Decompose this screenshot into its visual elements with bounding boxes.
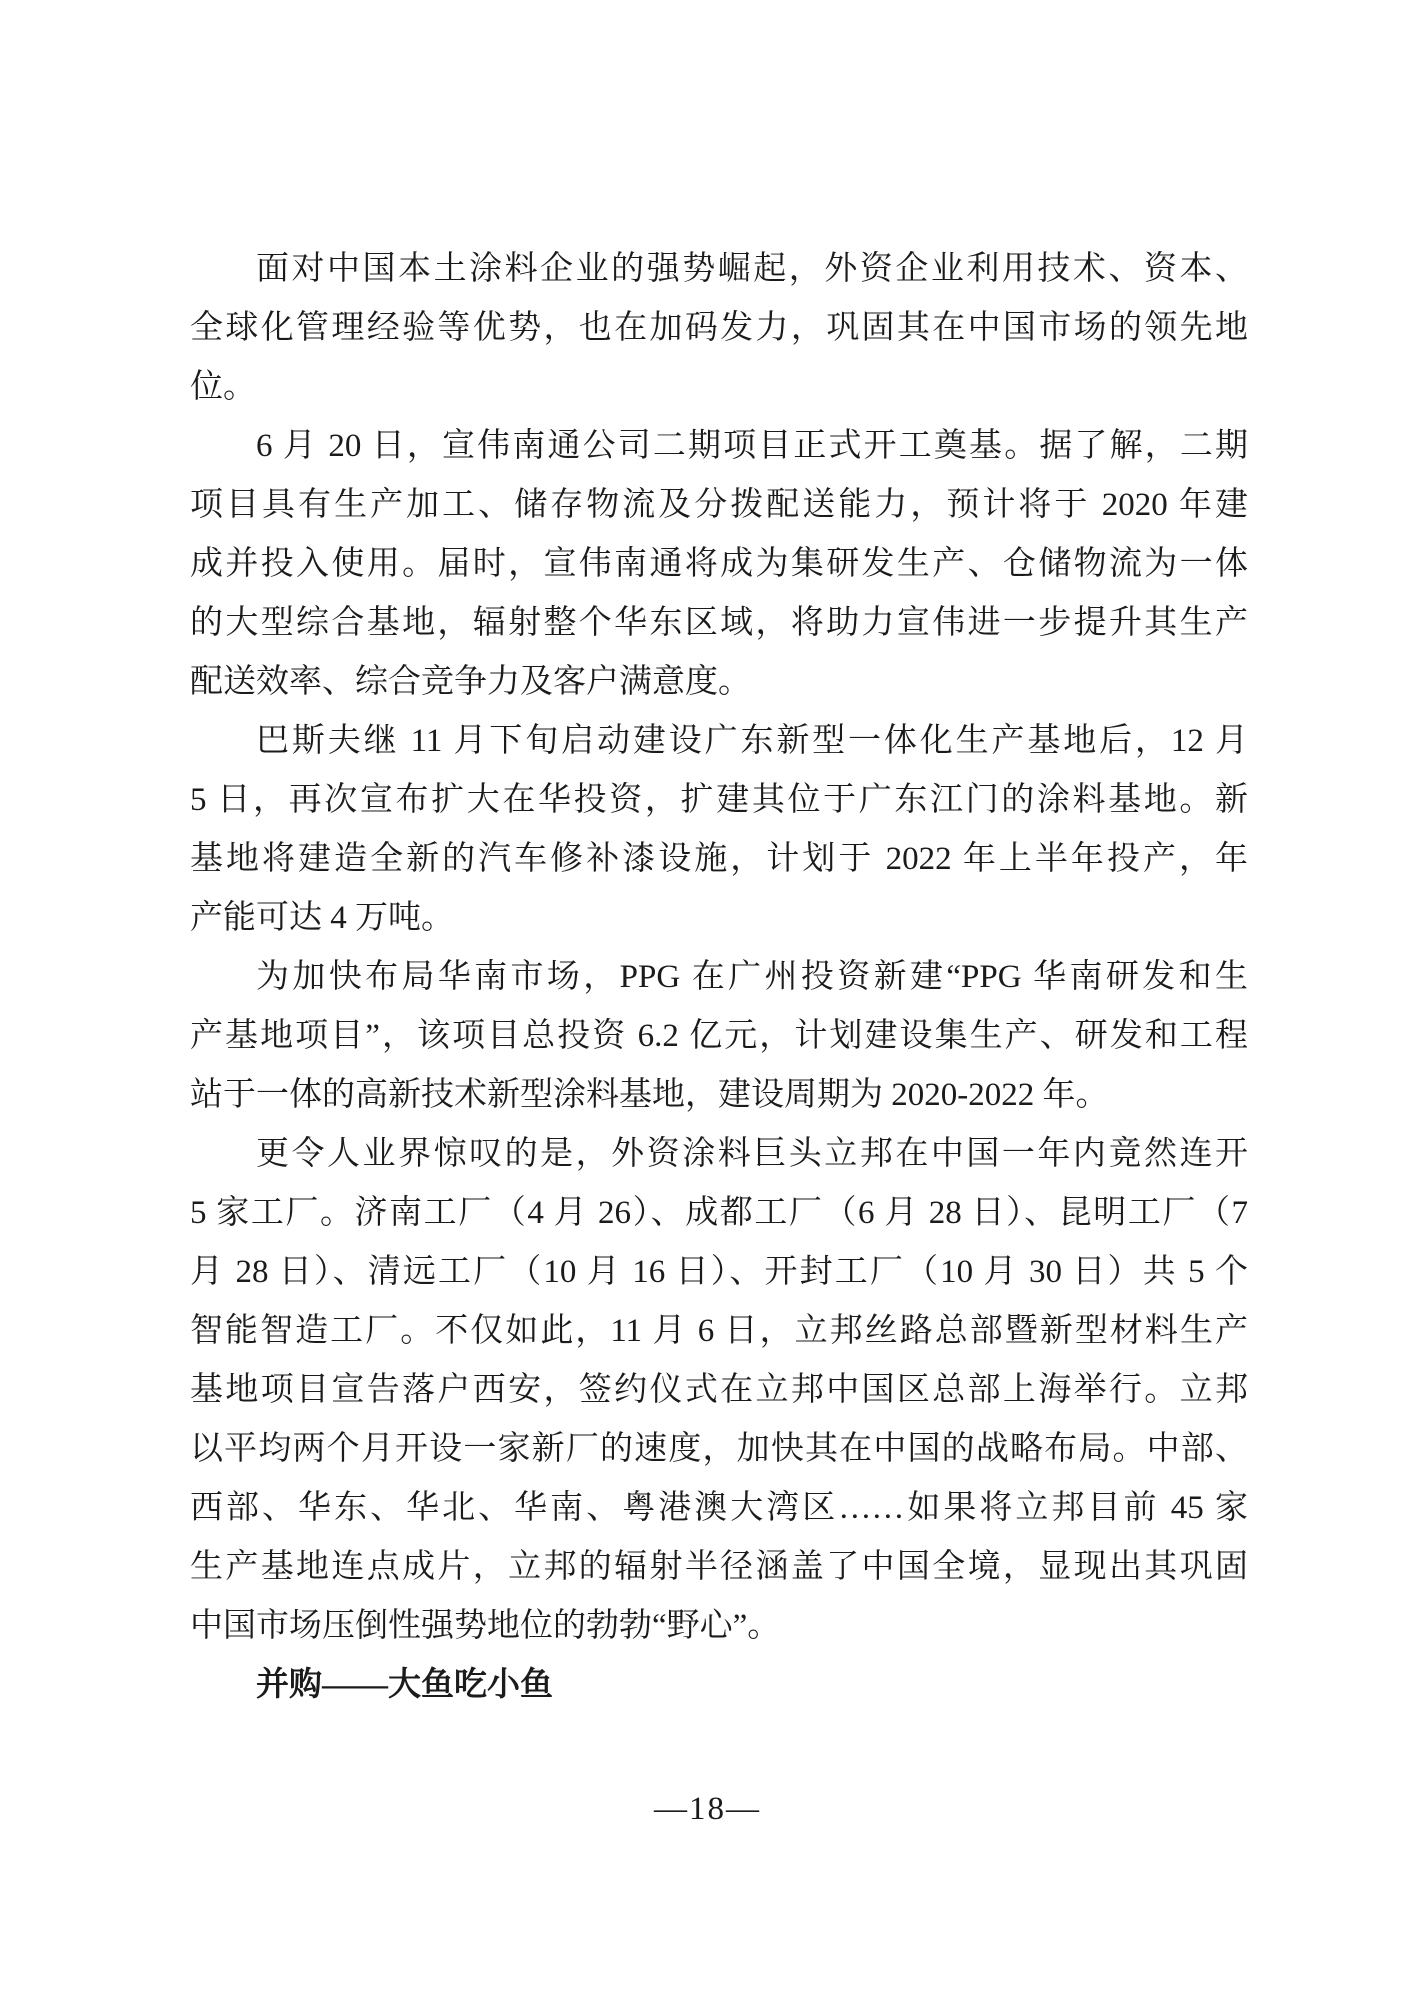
body-line: 西部、华东、华北、华南、粤港澳大湾区……如果将立邦目前 45 家 [190,1490,1248,1526]
body-line: 更令人业界惊叹的是，外资涂料巨头立邦在中国一年内竟然连开 [256,1136,1248,1172]
body-line: 产能可达 4 万吨。 [190,900,454,936]
body-line: 5 家工厂。济南工厂（4 月 26）、成都工厂（6 月 28 日）、昆明工厂（7 [190,1195,1248,1231]
body-line: 配送效率、综合竞争力及客户满意度。 [190,664,751,700]
body-line: 月 28 日）、清远工厂（10 月 16 日）、开封工厂（10 月 30 日）共 5 个 [190,1254,1248,1290]
body-line: 基地将建造全新的汽车修补漆设施，计划于 2022 年上半年投产，年 [190,841,1248,877]
body-line: 基地项目宣告落户西安，签约仪式在立邦中国区总部上海举行。立邦 [190,1372,1248,1408]
body-line: 以平均两个月开设一家新厂的速度，加快其在中国的战略布局。中部、 [190,1431,1248,1467]
page-number: —18— [654,1791,761,1827]
body-line: 项目具有生产加工、储存物流及分拨配送能力，预计将于 2020 年建 [190,487,1248,523]
body-line: 为加快布局华南市场，PPG 在广州投资新建“PPG 华南研发和生 [256,959,1248,995]
body-line: 成并投入使用。届时，宣伟南通将成为集研发生产、仓储物流为一体 [190,546,1248,582]
document-text-block [190,240,1248,1715]
body-line: 产基地项目”，该项目总投资 6.2 亿元，计划建设集生产、研发和工程 [190,1018,1248,1054]
body-line: 6 月 20 日，宣伟南通公司二期项目正式开工奠基。据了解，二期 [256,428,1248,464]
body-line: 面对中国本土涂料企业的强势崛起，外资企业利用技术、资本、 [256,251,1248,287]
body-line: 巴斯夫继 11 月下旬启动建设广东新型一体化生产基地后，12 月 [256,723,1248,759]
body-line: 全球化管理经验等优势，也在加码发力，巩固其在中国市场的领先地 [190,310,1248,346]
body-line: 的大型综合基地，辐射整个华东区域，将助力宣伟进一步提升其生产 [190,605,1248,641]
section-heading: 并购——大鱼吃小鱼 [256,1667,553,1703]
body-line: 站于一体的高新技术新型涂料基地，建设周期为 2020-2022 年。 [190,1077,1109,1113]
body-line: 位。 [190,369,256,405]
body-line: 生产基地连点成片，立邦的辐射半径涵盖了中国全境，显现出其巩固 [190,1549,1248,1585]
body-line: 中国市场压倒性强势地位的勃勃“野心”。 [190,1608,781,1644]
body-line: 智能智造工厂。不仅如此，11 月 6 日，立邦丝路总部暨新型材料生产 [190,1313,1248,1349]
body-line: 5 日，再次宣布扩大在华投资，扩建其位于广东江门的涂料基地。新 [190,782,1248,818]
